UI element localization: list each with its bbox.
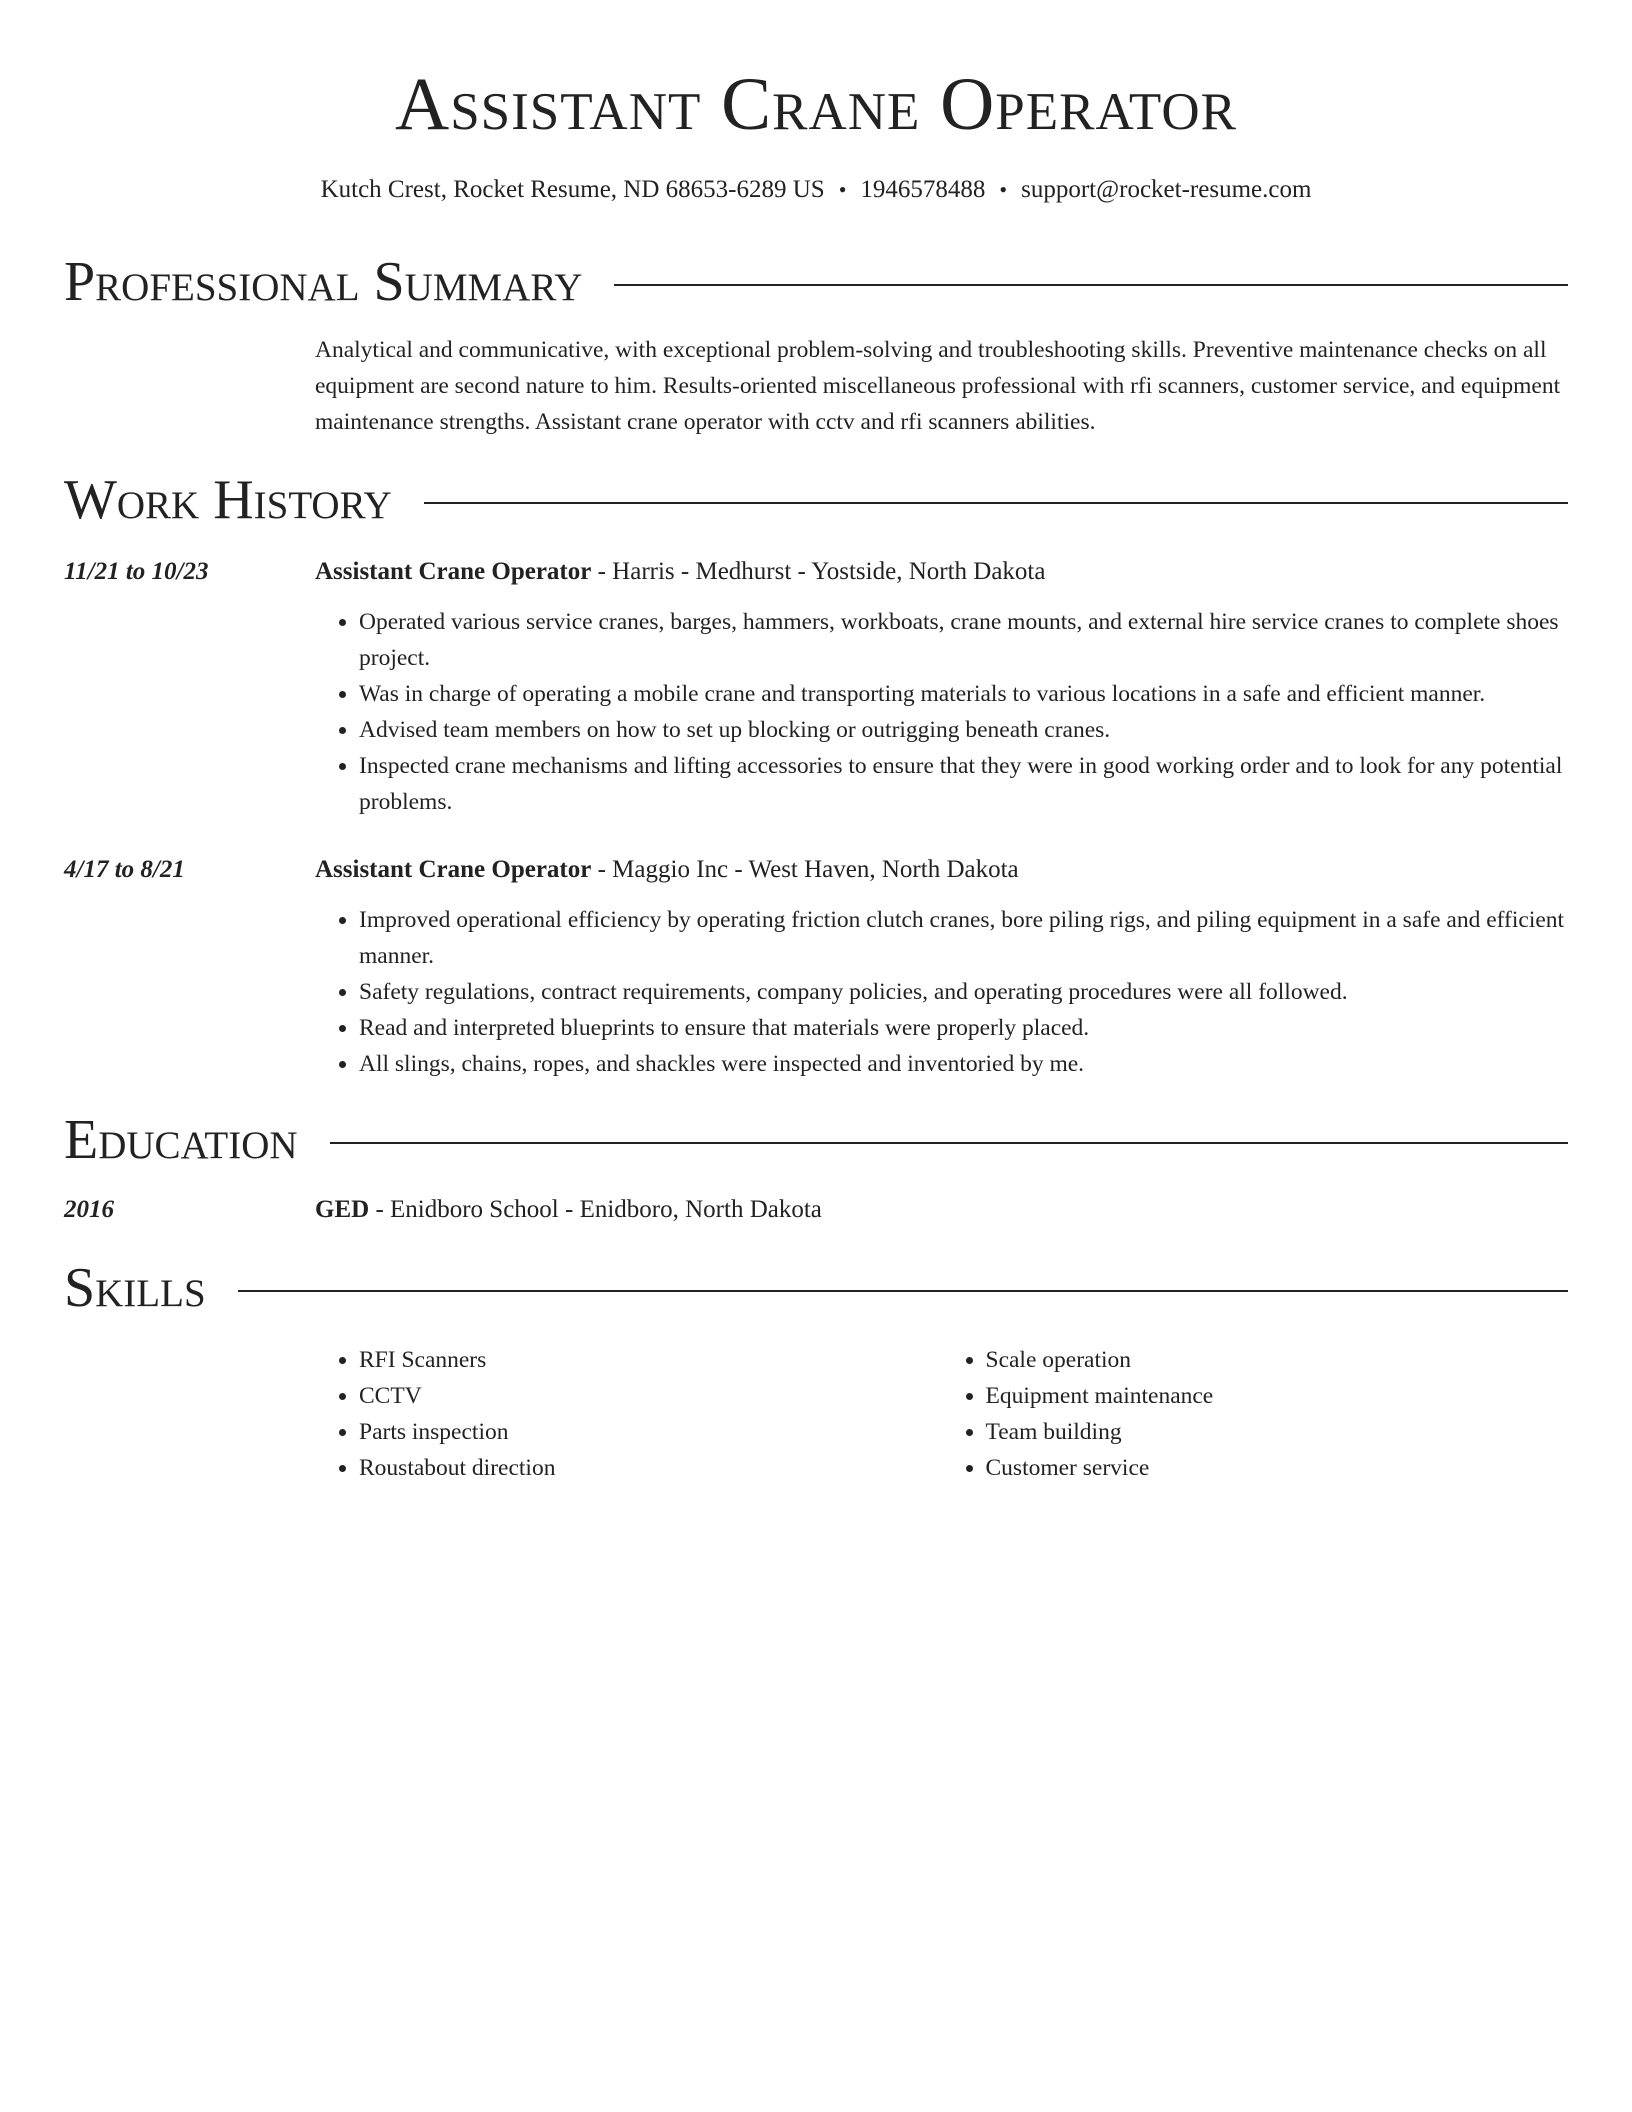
section-divider <box>238 1290 1568 1292</box>
education-entry <box>64 1192 1568 1228</box>
skill-item: • Customer service <box>986 1450 1569 1486</box>
section-divider <box>330 1142 1568 1144</box>
job-title: Assistant Crane Operator <box>315 856 592 883</box>
contact-line <box>64 174 1568 206</box>
job-role <box>315 554 1568 590</box>
resume-page <box>64 0 1568 1486</box>
skill-item: • Roustabout direction <box>359 1450 942 1486</box>
contact-email: support@rocket-resume.com <box>1021 176 1312 203</box>
skill-item: • Team building <box>986 1414 1569 1450</box>
job-details: - Harris - Medhurst - Yostside, North Dakota <box>591 558 1046 585</box>
skill-item: • Equipment maintenance <box>986 1378 1569 1414</box>
contact-separator: • <box>838 177 847 202</box>
summary-heading: Professional Summary <box>64 251 583 313</box>
skills-column-right <box>942 1342 1569 1486</box>
education-heading: Education <box>64 1109 298 1171</box>
work-heading: Work History <box>64 469 392 531</box>
job-bullet: • Improved operational efficiency by operating friction clutch cranes, bore piling rigs, and piling equipment in a safe and efficient manner. <box>359 902 1568 974</box>
job-bullets <box>315 604 1568 820</box>
resume-name: Assistant Crane Operator <box>395 63 1237 146</box>
skill-item: • CCTV <box>359 1378 942 1414</box>
skill-item: • RFI Scanners <box>359 1342 942 1378</box>
skills-column-left <box>315 1342 942 1486</box>
job-details: - Maggio Inc - West Haven, North Dakota <box>591 856 1019 883</box>
job-bullet: • Safety regulations, contract requirements, company policies, and operating procedures were all followed. <box>359 974 1568 1010</box>
skills-grid <box>315 1342 1568 1486</box>
skill-item: • Parts inspection <box>359 1414 942 1450</box>
job-bullet: • All slings, chains, ropes, and shackles were inspected and inventoried by me. <box>359 1046 1568 1082</box>
job-entry <box>64 852 1568 1082</box>
job-title: Assistant Crane Operator <box>315 558 592 585</box>
job-bullets <box>315 902 1568 1082</box>
contact-phone: 1946578488 <box>860 176 986 203</box>
education-degree: GED <box>315 1196 370 1223</box>
work-section-header <box>64 468 1568 532</box>
education-role <box>315 1192 1568 1228</box>
job-dates: 4/17 to 8/21 <box>64 856 185 883</box>
skill-item: • Scale operation <box>986 1342 1569 1378</box>
summary-text: Analytical and communicative, with exceptional problem-solving and troubleshooting skills. Preventive maintenance checks on all equipment are second nature to him. Results-oriented miscellaneous professional with rfi scanners, customer service, and equipment maintenance strengths. Assistant crane operator with cctv and rfi scanners abilities. <box>315 337 1561 435</box>
section-divider <box>424 502 1568 504</box>
skills-section-header <box>64 1256 1568 1320</box>
education-details: - Enidboro School - Enidboro, North Dakota <box>369 1196 822 1223</box>
job-body <box>315 554 1568 820</box>
job-body <box>315 852 1568 1082</box>
education-year: 2016 <box>64 1196 114 1223</box>
job-bullet: • Advised team members on how to set up blocking or outrigging beneath cranes. <box>359 712 1568 748</box>
contact-separator: • <box>999 177 1008 202</box>
job-bullet: • Inspected crane mechanisms and lifting accessories to ensure that they were in good working order and to look for any potential problems. <box>359 748 1568 820</box>
summary-section-header <box>64 250 1568 314</box>
skills-heading: Skills <box>64 1257 206 1319</box>
section-divider <box>614 284 1568 286</box>
job-bullet: • Was in charge of operating a mobile crane and transporting materials to various locations in a safe and efficient manner. <box>359 676 1568 712</box>
job-role <box>315 852 1568 888</box>
education-body <box>315 1192 1568 1228</box>
job-dates: 11/21 to 10/23 <box>64 558 209 585</box>
job-bullet: • Read and interpreted blueprints to ensure that materials were properly placed. <box>359 1010 1568 1046</box>
education-section-header <box>64 1108 1568 1172</box>
job-bullet: • Operated various service cranes, barges, hammers, workboats, crane mounts, and external hire service cranes to complete shoes project. <box>359 604 1568 676</box>
contact-address: Kutch Crest, Rocket Resume, ND 68653-6289 US <box>320 176 825 203</box>
job-entry <box>64 554 1568 820</box>
